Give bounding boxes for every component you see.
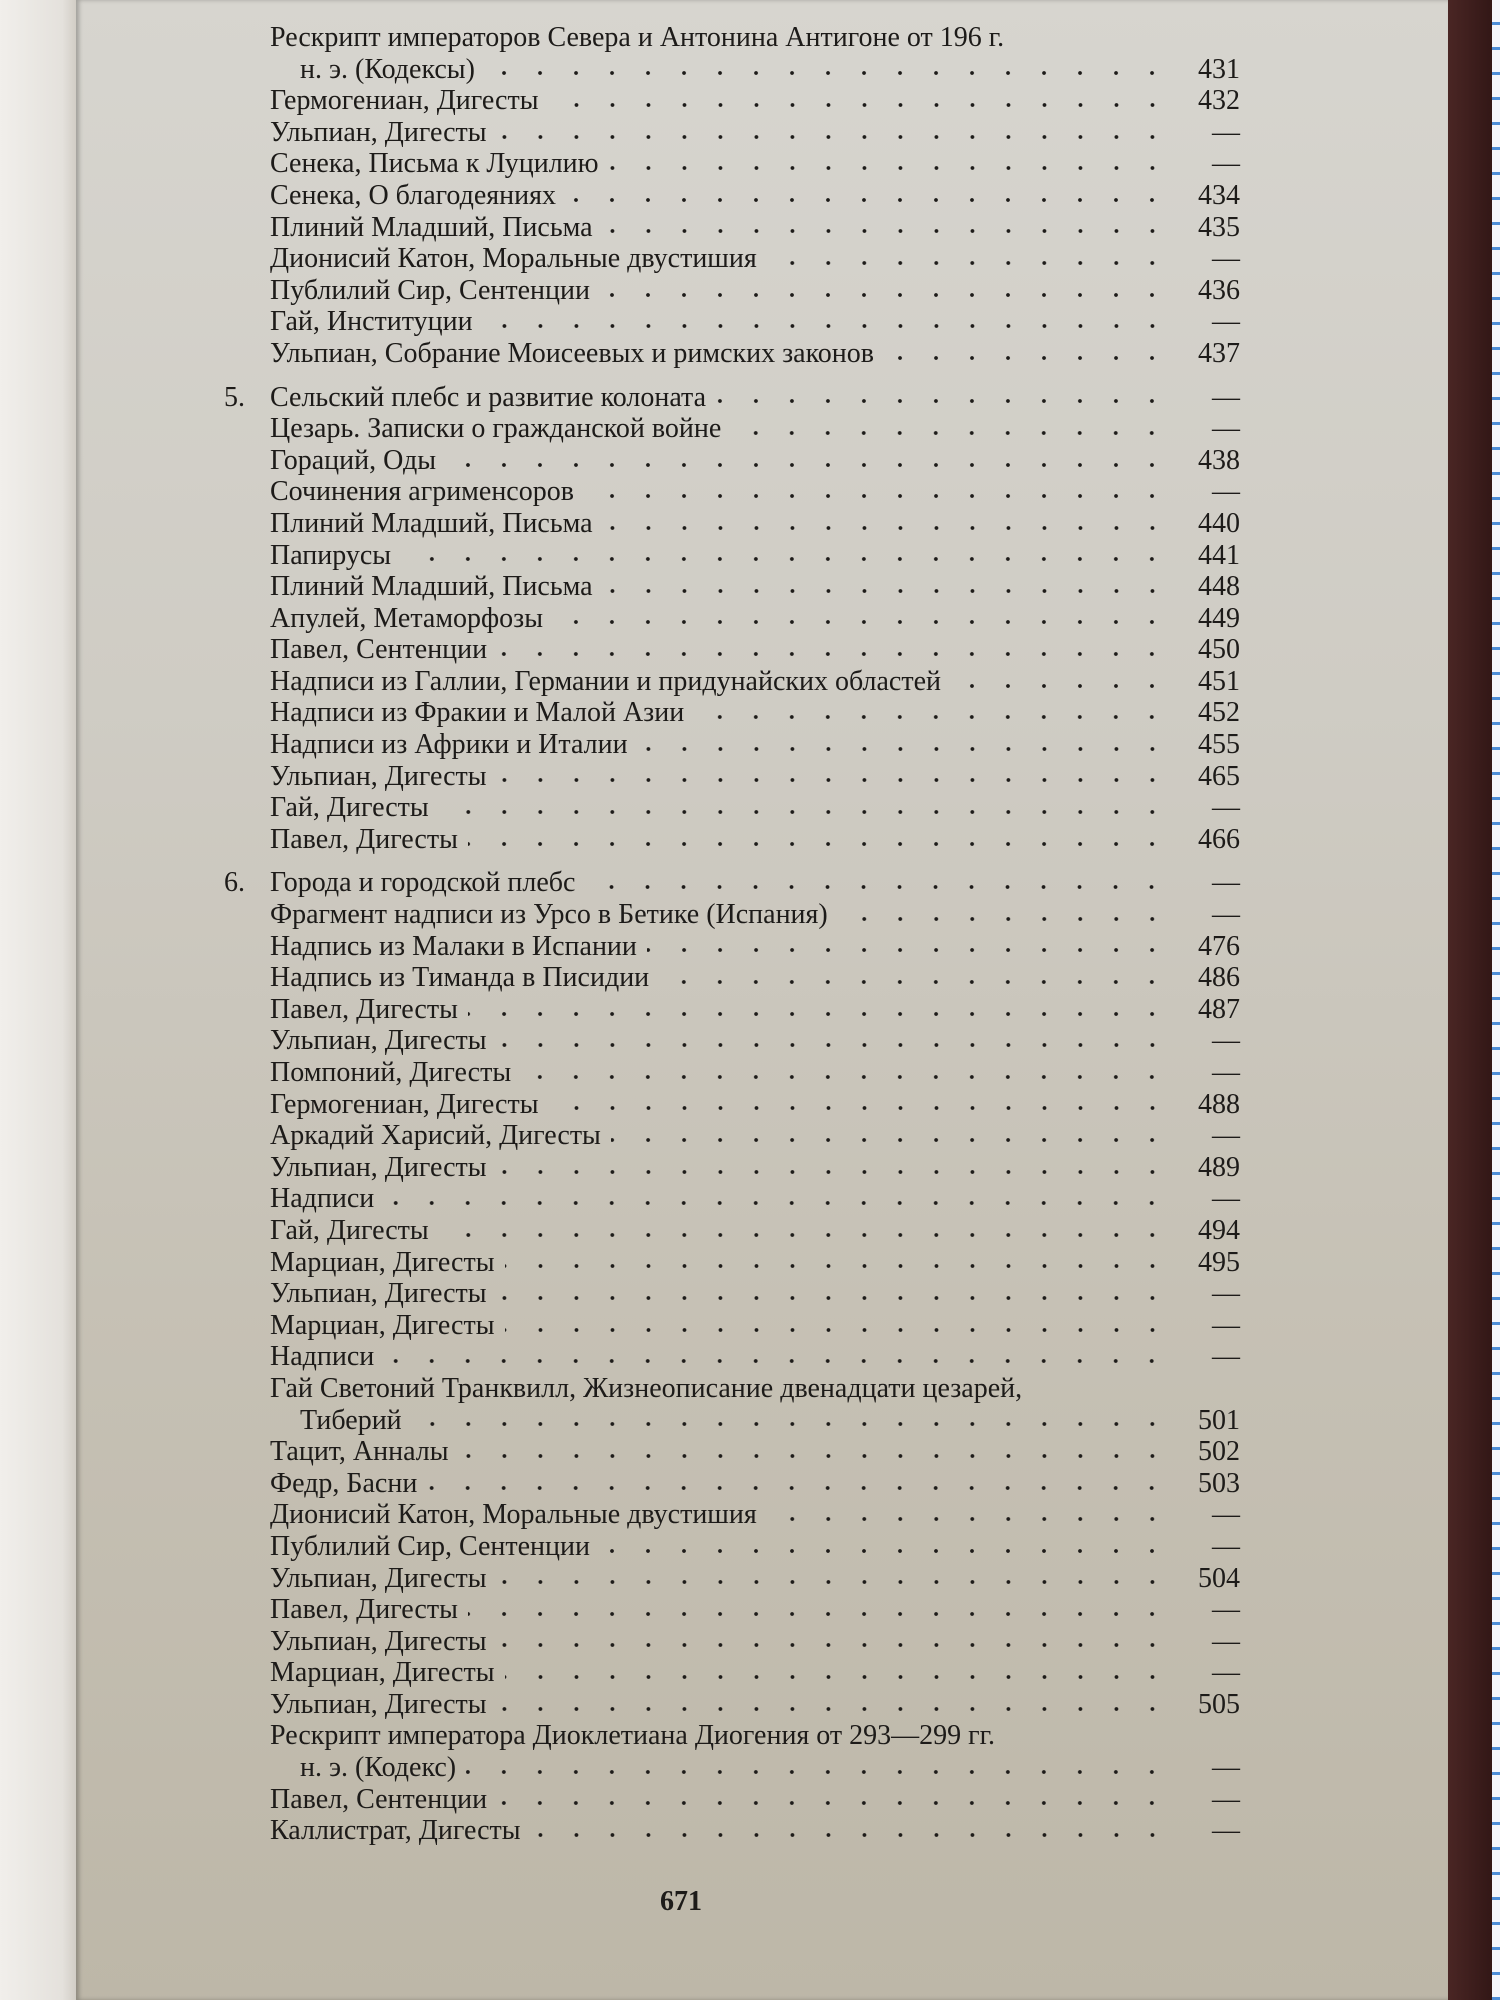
toc-entry: [270, 22, 1240, 54]
dot-leader: [531, 1830, 1170, 1840]
toc-entry: [270, 1278, 1240, 1310]
entry-page-ref: 450: [1198, 634, 1240, 666]
dot-leader: [549, 100, 1170, 110]
entry-title: Ульпиан, Дигесты: [270, 116, 487, 148]
dot-leader: [384, 1356, 1170, 1366]
toc-entry: [270, 1752, 1240, 1784]
dot-leader: [497, 1704, 1170, 1714]
entry-title: Сенека, Письма к Луцилию: [270, 148, 599, 180]
entry-title: Гай Светоний Транквилл, Жизнеописание двенадцати цезарей,: [270, 1372, 1023, 1404]
section-heading: [224, 381, 1240, 414]
toc-entry: [270, 306, 1240, 338]
entry-page-ref: 489: [1198, 1151, 1240, 1183]
entry-page-ref: —: [1212, 243, 1240, 275]
dot-leader: [468, 839, 1170, 849]
entry-title: Сочинения агрименсоров: [270, 476, 574, 508]
entry-title: Фрагмент надписи из Урсо в Бетике (Испания): [270, 899, 828, 931]
dot-leader: [600, 290, 1170, 300]
toc-entry: [270, 1626, 1240, 1658]
dot-leader: [585, 882, 1170, 892]
dot-leader: [401, 554, 1170, 564]
entry-title: Ульпиан, Дигесты: [270, 1025, 487, 1057]
entry-page-ref: 448: [1198, 571, 1240, 603]
toc-entry: [270, 275, 1240, 307]
toc-entry: [270, 338, 1240, 370]
entry-title: Гермогениан, Дигесты: [270, 1088, 539, 1120]
toc-entry: [270, 117, 1240, 149]
entry-title: Павел, Дигесты: [270, 823, 458, 855]
entry-page-ref: —: [1212, 867, 1240, 899]
entry-page-ref: 495: [1198, 1246, 1240, 1278]
entry-page-ref: 486: [1198, 962, 1240, 994]
entry-page-ref: —: [1212, 1594, 1240, 1626]
dot-leader: [505, 1261, 1170, 1271]
entry-page-ref: 504: [1198, 1562, 1240, 1594]
entry-page-ref: —: [1212, 1815, 1240, 1847]
entry-title: Гай, Институции: [270, 306, 473, 338]
entry-page-ref: —: [1212, 1752, 1240, 1784]
entry-page-ref: —: [1212, 1025, 1240, 1057]
entry-title: Плиний Младший, Письма: [270, 507, 593, 539]
entry-title: Сельский плебс и развитие колоната: [270, 381, 707, 413]
entry-title: Дионисий Катон, Моральные двустишия: [270, 1499, 757, 1531]
entry-page-ref: 440: [1198, 507, 1240, 539]
entry-title: Павел, Дигесты: [270, 993, 458, 1025]
table-of-contents: [224, 22, 1240, 1847]
background-lined-paper: [1492, 0, 1500, 2000]
dot-leader: [497, 649, 1170, 659]
entry-title: Аркадий Харисий, Дигесты: [270, 1120, 601, 1152]
page-number: 671: [660, 1886, 702, 1917]
dot-leader: [611, 1135, 1170, 1145]
toc-entry: [270, 1436, 1240, 1468]
entry-page-ref: —: [1212, 413, 1240, 445]
toc-entry: [270, 824, 1240, 856]
entry-page-ref: 431: [1198, 53, 1240, 85]
entry-page-ref: 451: [1198, 665, 1240, 697]
toc-entry: [270, 1247, 1240, 1279]
entry-page-ref: 434: [1198, 179, 1240, 211]
dot-leader: [716, 396, 1170, 406]
toc-entry: [270, 1468, 1240, 1500]
entry-page-ref: —: [1212, 1309, 1240, 1341]
toc-entry: [270, 761, 1240, 793]
entry-page-ref: —: [1212, 381, 1240, 413]
entry-page-ref: —: [1212, 1783, 1240, 1815]
entry-page-ref: 449: [1198, 602, 1240, 634]
entry-title: Тацит, Анналы: [270, 1436, 449, 1468]
entry-title: Плиний Младший, Письма: [270, 211, 593, 243]
entry-page-ref: —: [1212, 306, 1240, 338]
dot-leader: [439, 1230, 1170, 1240]
entry-title: Тиберий: [300, 1404, 402, 1436]
entry-page-ref: 452: [1198, 697, 1240, 729]
toc-entry: [270, 931, 1240, 963]
section-number: 6.: [224, 867, 245, 899]
dot-leader: [553, 617, 1170, 627]
toc-entry: [270, 413, 1240, 445]
entry-title: Рескрипт императора Диоклетиана Диогения от 293—299 гг.: [270, 1720, 995, 1752]
section-heading: [224, 867, 1240, 899]
entry-page-ref: 501: [1198, 1404, 1240, 1436]
entry-title: Папирусы: [270, 539, 392, 571]
toc-entry: [270, 1720, 1240, 1752]
dot-leader: [731, 428, 1170, 438]
entry-title: Надписи: [270, 1183, 375, 1215]
toc-entry: [270, 603, 1240, 635]
dot-leader: [497, 1577, 1170, 1587]
entry-title: Публилий Сир, Сентенции: [270, 274, 590, 306]
dot-leader: [497, 1640, 1170, 1650]
entry-title: Надписи: [270, 1341, 375, 1373]
dot-leader: [468, 1609, 1170, 1619]
dot-leader: [485, 68, 1170, 78]
entry-title: Ульпиан, Дигесты: [270, 1151, 487, 1183]
toc-entry: [270, 1499, 1240, 1531]
toc-entry: [270, 729, 1240, 761]
entry-title: Гай, Дигесты: [270, 1214, 429, 1246]
dot-leader: [412, 1419, 1170, 1429]
toc-entry: [270, 212, 1240, 244]
entry-page-ref: 466: [1198, 823, 1240, 855]
toc-entry: [270, 792, 1240, 824]
entry-page-ref: —: [1212, 1183, 1240, 1215]
entry-title: Надпись из Тиманда в Писидии: [270, 962, 650, 994]
dot-leader: [600, 1546, 1170, 1556]
toc-entry: [270, 1594, 1240, 1626]
entry-page-ref: —: [1212, 148, 1240, 180]
dot-leader: [549, 1103, 1170, 1113]
dot-leader: [767, 1514, 1170, 1524]
entry-page-ref: 494: [1198, 1214, 1240, 1246]
entry-page-ref: —: [1212, 1120, 1240, 1152]
dot-leader: [384, 1198, 1170, 1208]
dot-leader: [638, 744, 1170, 754]
entry-title: Надписи из Галлии, Германии и придунайских областей: [270, 665, 942, 697]
dot-leader: [497, 132, 1170, 142]
entry-title: Надпись из Малаки в Испании: [270, 930, 637, 962]
entry-page-ref: 455: [1198, 729, 1240, 761]
dot-leader: [584, 491, 1170, 501]
toc-entry: [270, 1784, 1240, 1816]
entry-title: Марциан, Дигесты: [270, 1246, 495, 1278]
dot-leader: [497, 1293, 1170, 1303]
entry-title: Надписи из Африки и Италии: [270, 729, 628, 761]
toc-entry: [270, 1057, 1240, 1089]
entry-page-ref: 502: [1198, 1436, 1240, 1468]
dot-leader: [497, 1167, 1170, 1177]
dot-leader: [439, 807, 1170, 817]
toc-entry: [270, 1215, 1240, 1247]
entry-page-ref: —: [1212, 1530, 1240, 1562]
dot-leader: [884, 353, 1170, 363]
facing-page-edge: [0, 0, 78, 2000]
dot-leader: [459, 1451, 1170, 1461]
dot-leader: [609, 163, 1170, 173]
toc-entry: [270, 994, 1240, 1026]
entry-title: Марциан, Дигесты: [270, 1309, 495, 1341]
dot-leader: [466, 1767, 1170, 1777]
entry-title: Павел, Сентенции: [270, 1783, 488, 1815]
entry-page-ref: 476: [1198, 930, 1240, 962]
entry-page-ref: 441: [1198, 539, 1240, 571]
dot-leader: [838, 914, 1170, 924]
toc-entry: [270, 1341, 1240, 1373]
entry-page-ref: —: [1212, 1341, 1240, 1373]
entry-title: н. э. (Кодекс): [300, 1752, 457, 1784]
dot-leader: [603, 586, 1170, 596]
dot-leader: [694, 712, 1170, 722]
entry-page-ref: 437: [1198, 337, 1240, 369]
dot-leader: [468, 1009, 1170, 1019]
dot-leader: [603, 523, 1170, 533]
toc-entry: [270, 540, 1240, 572]
entry-page-ref: 438: [1198, 444, 1240, 476]
entry-page-ref: —: [1212, 1499, 1240, 1531]
dot-leader: [497, 1040, 1170, 1050]
toc-entry: [270, 1025, 1240, 1057]
entry-title: Апулей, Метаморфозы: [270, 602, 544, 634]
entry-title: Павел, Дигесты: [270, 1594, 458, 1626]
toc-entry: [270, 445, 1240, 477]
toc-entry: [270, 634, 1240, 666]
entry-page-ref: 435: [1198, 211, 1240, 243]
entry-page-ref: 432: [1198, 85, 1240, 117]
toc-entry: [270, 54, 1240, 86]
dot-leader: [647, 945, 1170, 955]
entry-title: Каллистрат, Дигесты: [270, 1815, 521, 1847]
toc-entry: [270, 243, 1240, 275]
entry-page-ref: 487: [1198, 993, 1240, 1025]
entry-page-ref: 465: [1198, 760, 1240, 792]
entry-title: Ульпиан, Дигесты: [270, 1625, 487, 1657]
dot-leader: [446, 460, 1170, 470]
entry-title: Рескрипт императоров Севера и Антонина Антигоне от 196 г.: [270, 22, 1005, 53]
toc-entry: [270, 571, 1240, 603]
toc-entry: [270, 1657, 1240, 1689]
entry-title: Публилий Сир, Сентенции: [270, 1530, 590, 1562]
entry-title: Ульпиан, Дигесты: [270, 1278, 487, 1310]
toc-entry: [270, 1310, 1240, 1342]
entry-title: Плиний Младший, Письма: [270, 571, 593, 603]
entry-title: Федр, Басни: [270, 1467, 418, 1499]
toc-entry: [270, 476, 1240, 508]
toc-entry: [270, 1405, 1240, 1437]
entry-page-ref: —: [1212, 792, 1240, 824]
dot-leader: [427, 1483, 1170, 1493]
toc-entry: [270, 1152, 1240, 1184]
toc-entry: [270, 1373, 1240, 1405]
toc-entry: [270, 1089, 1240, 1121]
toc-entry: [270, 148, 1240, 180]
entry-title: Гораций, Оды: [270, 444, 437, 476]
entry-title: Города и городской плебс: [270, 867, 576, 899]
entry-page-ref: —: [1212, 1278, 1240, 1310]
dot-leader: [505, 1325, 1170, 1335]
toc-entry: [270, 1689, 1240, 1721]
entry-title: Павел, Сентенции: [270, 634, 488, 666]
dot-leader: [483, 321, 1170, 331]
entry-title: Марциан, Дигесты: [270, 1657, 495, 1689]
dot-leader: [603, 226, 1170, 236]
entry-page-ref: —: [1212, 1657, 1240, 1689]
entry-title: Сенека, О благодеяниях: [270, 179, 557, 211]
dot-leader: [505, 1672, 1170, 1682]
entry-page-ref: 488: [1198, 1088, 1240, 1120]
toc-entry: [270, 1183, 1240, 1215]
entry-page-ref: —: [1212, 476, 1240, 508]
entry-page-ref: 505: [1198, 1688, 1240, 1720]
entry-page-ref: —: [1212, 116, 1240, 148]
toc-entry: [270, 85, 1240, 117]
section-number: 5.: [224, 381, 245, 413]
toc-entry: [270, 697, 1240, 729]
toc-entry: [270, 1563, 1240, 1595]
entry-title: Ульпиан, Собрание Моисеевых и римских законов: [270, 337, 874, 369]
dot-leader: [566, 195, 1170, 205]
toc-entry: [270, 962, 1240, 994]
entry-title: Ульпиан, Дигесты: [270, 1562, 487, 1594]
dot-leader: [767, 258, 1170, 268]
entry-title: Надписи из Фракии и Малой Азии: [270, 697, 685, 729]
entry-title: н. э. (Кодексы): [300, 53, 475, 85]
dot-leader: [497, 1798, 1170, 1808]
toc-entry: [270, 1815, 1240, 1847]
toc-entry: [270, 508, 1240, 540]
dot-leader: [659, 977, 1170, 987]
entry-page-ref: —: [1212, 1057, 1240, 1088]
entry-page-ref: 436: [1198, 274, 1240, 306]
toc-entry: [270, 1531, 1240, 1563]
entry-page-ref: —: [1212, 899, 1240, 931]
toc-entry: [270, 899, 1240, 931]
entry-page-ref: 503: [1198, 1467, 1240, 1499]
entry-title: Гай, Дигесты: [270, 792, 429, 824]
entry-title: Ульпиан, Дигесты: [270, 760, 487, 792]
entry-title: Цезарь. Записки о гражданской войне: [270, 413, 722, 445]
dot-leader: [951, 681, 1170, 691]
toc-entry: [270, 666, 1240, 698]
dot-leader: [521, 1072, 1170, 1082]
entry-title: Ульпиан, Дигесты: [270, 1688, 487, 1720]
entry-title: Помпоний, Дигесты: [270, 1057, 512, 1088]
toc-entry: [270, 180, 1240, 212]
book-cover-edge: [1448, 0, 1492, 2000]
entry-title: Дионисий Катон, Моральные двустишия: [270, 243, 757, 275]
dot-leader: [497, 775, 1170, 785]
entry-page-ref: —: [1212, 1625, 1240, 1657]
entry-title: Гермогениан, Дигесты: [270, 85, 539, 117]
toc-entry: [270, 1120, 1240, 1152]
